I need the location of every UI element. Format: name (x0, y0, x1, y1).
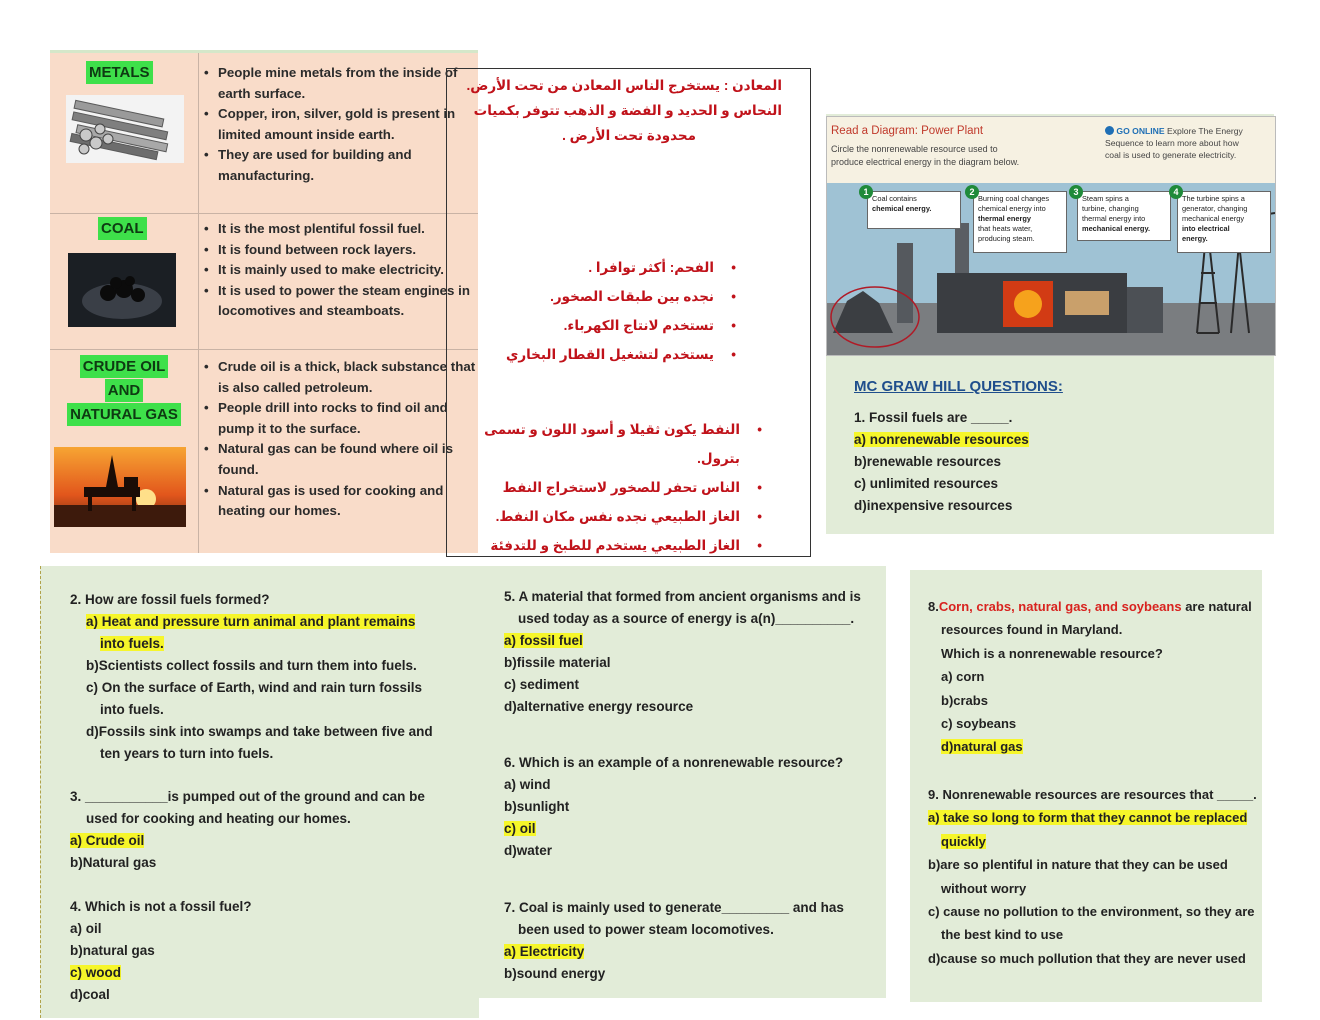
option-text: d)natural gas (941, 739, 1023, 755)
answer-option-cont: ten years to turn into fuels. (100, 746, 274, 761)
step-3-box (1077, 191, 1171, 241)
answer-option-cont: without worry (941, 880, 1027, 896)
metal-pipes-icon (66, 95, 184, 163)
question-9 (928, 783, 1258, 970)
question-8 (928, 595, 1258, 759)
arabic-notes-box (446, 68, 811, 557)
answer-option: d)inexpensive resources (854, 498, 1013, 513)
arabic-coal-notes (484, 253, 714, 369)
option-text: a) Heat and pressure turn animal and plant remains (86, 614, 416, 629)
answer-option (504, 941, 880, 963)
option-text: a) fossil fuel (504, 633, 583, 648)
answer-option (928, 806, 1258, 829)
question-6 (504, 752, 880, 862)
answer-option: b)renewable resources (854, 454, 1002, 469)
arabic-line: المعادن : يستخرج الناس المعادن من تحت الأرض. (466, 78, 782, 93)
question-text: Which is a nonrenewable resource? (941, 645, 1163, 661)
step-line: Burning coal changes (978, 194, 1050, 203)
metals-facts (202, 63, 480, 187)
answer-option: b)natural gas (70, 943, 155, 958)
answer-option: c) cause no pollution to the environment, so they are (928, 904, 1255, 920)
step-number-badge: 3 (1069, 185, 1083, 199)
option-text: c) oil (504, 821, 536, 836)
go-online-note (1105, 125, 1271, 161)
metals-label: METALS (86, 61, 153, 84)
oil-label-line: NATURAL GAS (67, 403, 181, 426)
answer-option (504, 818, 880, 840)
answer-option: a) oil (70, 921, 102, 936)
answer-option (70, 830, 470, 852)
instruction-line: produce electrical energy in the diagram below. (831, 157, 1020, 167)
fact: • It is used to power the steam engines in locomotives and steamboats. (218, 281, 480, 322)
step-line: energy. (1182, 234, 1208, 243)
power-plant-diagram (826, 116, 1276, 356)
answer-option: b)sunlight (504, 799, 570, 814)
oil-gas-facts (202, 357, 480, 522)
step-line: generator, changing (1182, 204, 1248, 213)
option-text: into fuels. (100, 636, 164, 651)
row-divider (50, 213, 478, 214)
answer-option: d)coal (70, 987, 110, 1002)
step-4-box (1177, 191, 1271, 253)
step-number-badge: 2 (965, 185, 979, 199)
option-text: a) nonrenewable resources (854, 432, 1029, 447)
fact: • Natural gas can be found where oil is found. (218, 439, 480, 480)
fact: • People drill into rocks to find oil and pump it to the surface. (218, 398, 480, 439)
diagram-title: Read a Diagram: Power Plant (831, 125, 984, 137)
question-3 (70, 786, 470, 874)
question-1 (854, 407, 1029, 517)
step-line: thermal energy into (1082, 214, 1146, 223)
answer-option: b)Scientists collect fossils and turn them into fuels. (86, 658, 417, 673)
step-line: mechanical energy. (1082, 224, 1151, 233)
step-line: chemical energy into (978, 204, 1046, 213)
arabic-line: • الغاز الطبيعي يستخدم للطبخ و للتدفئة (450, 531, 740, 589)
explore-line: coal is used to generate electricity. (1105, 150, 1237, 160)
coal-label: COAL (98, 217, 147, 240)
coal-facts (202, 219, 480, 322)
question-5 (504, 586, 880, 718)
answer-option: b)sound energy (504, 966, 606, 981)
question-text: 1. Fossil fuels are _____. (854, 410, 1013, 425)
question-text: 6. Which is an example of a nonrenewable resource? (504, 755, 844, 770)
table-divider (198, 53, 199, 553)
step-line: thermal energy (978, 214, 1031, 223)
answer-option: c) unlimited resources (854, 476, 999, 491)
answer-option: b)Natural gas (70, 855, 157, 870)
arabic-line: • نجده بين طبقات الصخور. (484, 282, 714, 311)
step-number-badge: 1 (859, 185, 873, 199)
answer-option: c) soybeans (941, 716, 1017, 732)
question-text: used today as a source of energy is a(n)__________. (518, 611, 855, 626)
arabic-line: محدودة تحت الأرض . (562, 128, 696, 143)
coal-in-hand-photo (68, 253, 176, 327)
arabic-line: • النفط يكون ثقيلا و أسود اللون و تسمى بترول. (450, 415, 740, 473)
question-text: 3. ___________is pumped out of the ground and can be (70, 789, 425, 804)
oil-gas-label (62, 355, 186, 426)
step-line: Steam spins a (1082, 194, 1129, 203)
arabic-line: • تستخدم لانتاج الكهرباء. (484, 311, 714, 340)
answer-option (86, 611, 470, 633)
arabic-oil-notes (450, 415, 740, 589)
question-text: 5. A material that formed from ancient organisms and is (504, 589, 861, 604)
fact: • It is mainly used to make electricity. (218, 260, 480, 281)
fact: • It is found between rock layers. (218, 240, 480, 261)
answer-option (70, 962, 470, 984)
answer-option: b)fissile material (504, 655, 611, 670)
fact: • They are used for building and manufacturing. (218, 145, 480, 186)
explore-line: Sequence to learn more about how (1105, 138, 1239, 148)
step-line: chemical energy. (872, 204, 932, 213)
instruction-line: Circle the nonrenewable resource used to (831, 144, 998, 154)
fact: • It is the most plentiful fossil fuel. (218, 219, 480, 240)
step-line: that heats water, (978, 224, 1033, 233)
arabic-line: • الغاز الطبيعي نجده نفس مكان النفط. (450, 502, 740, 531)
step-line: mechanical energy (1182, 214, 1245, 223)
question-text: 4. Which is not a fossil fuel? (70, 899, 252, 914)
option-text: quickly (941, 833, 986, 849)
answer-option-cont: into fuels. (100, 702, 164, 717)
option-text: c) wood (70, 965, 121, 980)
question-7 (504, 897, 880, 985)
go-online-icon (1105, 126, 1114, 135)
question-text: 7. Coal is mainly used to generate_________ and has (504, 900, 844, 915)
red-highlight-text: Corn, crabs, natural gas, and soybeans (938, 599, 1182, 614)
step-1-box (867, 191, 961, 229)
option-text: a) take so long to form that they cannot be replaced (928, 810, 1248, 826)
answer-option: a) wind (504, 777, 551, 792)
answer-option: b)are so plentiful in nature that they can be used (928, 857, 1228, 873)
step-2-box (973, 191, 1067, 253)
explore-line: Explore The Energy (1167, 126, 1243, 136)
answer-option (504, 630, 880, 652)
diagram-instructions (831, 143, 1019, 169)
question-text: used for cooking and heating our homes. (86, 811, 351, 826)
question-text: 9. Nonrenewable resources are resources that _____. (928, 787, 1257, 802)
answer-option-cont: the best kind to use (941, 927, 1064, 943)
question-4 (70, 896, 470, 1006)
step-line: producing steam. (978, 234, 1035, 243)
step-line: Coal contains (872, 194, 917, 203)
arabic-line: • الناس تحفر للصخور لاستخراج النفط (450, 473, 740, 502)
answer-option: a) corn (941, 669, 985, 685)
arabic-line: • يستخدم لتشغيل القطار البخاري (484, 340, 714, 369)
arabic-line: النحاس و الحديد و الفضة و الذهب تتوفر بكميات (473, 103, 782, 118)
fact: • Copper, iron, silver, gold is present in limited amount inside earth. (218, 104, 480, 145)
oil-label-line: CRUDE OIL (80, 355, 169, 378)
question-2 (70, 589, 470, 765)
step-line: The turbine spins a (1182, 194, 1245, 203)
option-text: a) Crude oil (70, 833, 145, 848)
coal-in-hand-icon (68, 253, 176, 327)
go-online-label: GO ONLINE (1116, 126, 1165, 136)
answer-option: d)alternative energy resource (504, 699, 694, 714)
answer-option: d)cause so much pollution that they are never used (928, 950, 1246, 966)
question-text: 2. How are fossil fuels formed? (70, 592, 270, 607)
oil-label-line: AND (105, 379, 144, 402)
metal-pipes-photo (66, 95, 184, 163)
answer-option (854, 429, 1029, 451)
arabic-line: • الفحم: أكثر توافرا . (484, 253, 714, 282)
fact: • People mine metals from the inside of earth surface. (218, 63, 480, 104)
answer-option: d)water (504, 843, 553, 858)
step-line: into electrical (1182, 224, 1230, 233)
option-text: a) Electricity (504, 944, 585, 959)
answer-option: d)Fossils sink into swamps and take between five and (86, 724, 433, 739)
fossil-fuels-table (50, 50, 478, 553)
arabic-metals-note (462, 73, 782, 148)
question-text-rest: are natural (1181, 599, 1252, 614)
step-line: turbine, changing (1082, 204, 1139, 213)
answer-option-cont (86, 633, 470, 655)
oil-rig-icon (54, 447, 186, 527)
question-text: resources found in Maryland. (941, 622, 1123, 638)
answer-option-cont (928, 830, 1258, 853)
question-text (928, 595, 1258, 618)
answer-option: c) On the surface of Earth, wind and rain turn fossils (86, 680, 423, 695)
step-number-badge: 4 (1169, 185, 1183, 199)
mcgraw-heading: MC GRAW HILL QUESTIONS: (854, 378, 1063, 395)
row-divider (50, 349, 478, 350)
fact: • Crude oil is a thick, black substance that is also called petroleum. (218, 357, 480, 398)
oil-rig-sunset-photo (54, 447, 186, 527)
question-text: been used to power steam locomotives. (518, 922, 774, 937)
answer-option: b)crabs (941, 692, 988, 708)
answer-option (928, 735, 1258, 758)
question-number: 8. (928, 599, 939, 614)
fact: • Natural gas is used for cooking and heating our homes. (218, 481, 480, 522)
answer-option: c) sediment (504, 677, 580, 692)
